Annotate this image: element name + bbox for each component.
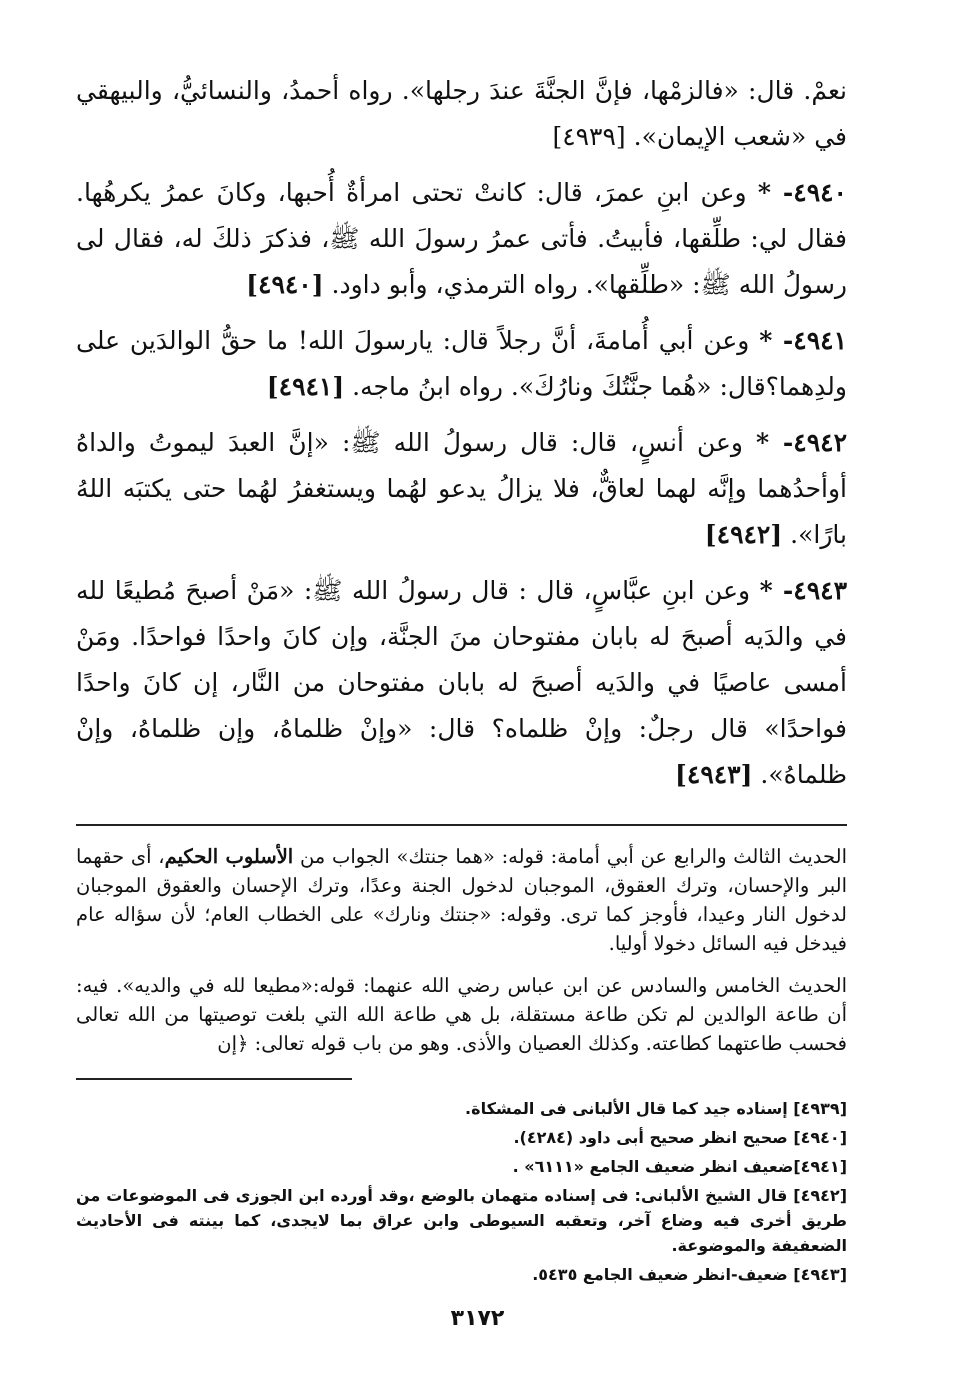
hadith-number: ٤٩٤٣- * (759, 576, 847, 605)
note-text: ، أى حقهما البر والإحسان، وترك العقوق، الموجبان لدخول الجنة وعدًا، وترك الإحسان والعقوق الموجبان لدخول النار وعيدا، فأوجز كما ترى. وقوله: «جنتك ونارك» على الخطاب العام؛ لأن سؤاله عام فيدخل فيه السائل دخولا أوليا. (76, 845, 847, 955)
footnote: [٤٩٤٣] ضعيف-انظر ضعيف الجامع ٥٤٣٥. (532, 1265, 847, 1284)
footnote-divider (76, 1078, 352, 1080)
hadith-number: ٤٩٤٢- * (756, 428, 848, 457)
note-emphasis: الأسلوب الحكيم (164, 845, 294, 868)
footnote: [٤٩٤١]ضعيف انظر ضعيف الجامع «٦١١١» . (512, 1157, 847, 1176)
hadith-body: وعن أنسٍ، قال: قال رسولُ الله ﷺ: «إنَّ العبدَ ليموتُ والداهُ أوأحدُهما وإنَّه لهما لعاقٌّ، فلا يزالُ يدعو لهُما ويستغفرُ لهُما حتى يكتبَه اللهُ بارًا». (76, 428, 847, 549)
commentary-note-1 (76, 842, 847, 958)
note-text: الحديث الثالث والرابع عن أبي أمامة: قوله: «هما جنتك» الجواب من (293, 845, 847, 868)
hadith-body: وعن أبي أُمامةَ، أنَّ رجلاً قال: يارسولَ الله! ما حقُّ الوالدَين على ولدِهما؟قال: «هُما جنَّتُكَ ونارُكَ». رواه ابنُ ماجه. (76, 326, 847, 401)
hadith-ref: [٤٩٤٣] (675, 760, 753, 789)
hadith-4939-tail (76, 68, 847, 160)
hadith-4940 (76, 170, 847, 308)
footnote: [٤٩٤٠] صحيح انظر صحيح أبى داود (٤٢٨٤). (513, 1128, 847, 1147)
hadith-4941 (76, 318, 847, 410)
footnotes (76, 1094, 847, 1289)
hadith-ref: [٤٩٤١] (266, 372, 345, 401)
page-number: ٣١٧٢ (450, 1306, 505, 1331)
hadith-ref: [٤٩٤٢] (704, 520, 783, 549)
note-text: الحديث الخامس والسادس عن ابن عباس رضي الله عنهما: قوله:«مطيعا لله في والديه». فيه: أن طاعة الوالدين لم تكن طاعة مستقلة، بل هي طاعة الله التي بلغت توصيتها من الله تعالى فحسب طاعتهما كطاعته. وكذلك العصيان والأذى. وهو من باب قوله تعالى: ﴿إن (76, 974, 847, 1055)
hadith-4943 (76, 568, 847, 798)
footnote: [٤٩٣٩] إسناده جيد كما قال الألبانى فى المشكاة. (465, 1099, 847, 1118)
hadith-4942 (76, 420, 847, 558)
hadith-number: ٤٩٤٠- * (757, 178, 847, 207)
footnote: [٤٩٤٢] قال الشيخ الألبانى: فى إسناده متهمان بالوضع ،وقد أورده ابن الجوزى فى الموضوعات من طريق أخرى فيه وضاع آخر، وتعقبه السيوطى وابن عراق بما لايجدى، كما بينته فى الأحاديث الضعفيفة والموضوعة. (76, 1186, 847, 1255)
hadith-body: وعن ابنِ عبَّاسٍ، قال : قال رسولُ الله ﷺ: «مَنْ أصبحَ مُطيعًا لله في والدَيه أصبحَ له بابان مفتوحان منَ الجنَّة، وإن كانَ واحدًا فواحدًا. ومَنْ أمسى عاصيًا في والدَيه أصبحَ له بابان مفتوحان من النَّار، إن كانَ واحدًا فواحدًا» قال رجلٌ: وإنْ ظلماه؟ قال: «وإنْ ظلماهُ، وإن ظلماهُ، وإنْ ظلماهُ». (76, 576, 847, 789)
paragraph-text: نعمْ. قال: «فالزمْها، فإنَّ الجنَّةَ عندَ رجلها». رواه أحمدُ، والنسائيُّ، والبيهقي في «شعب الإيمان». [٤٩٣٩] (76, 76, 847, 151)
commentary (76, 842, 847, 1058)
commentary-note-2 (76, 971, 847, 1058)
hadith-number: ٤٩٤١- * (759, 326, 847, 355)
hadith-body: وعن ابنِ عمرَ، قال: كانتْ تحتى امرأةٌ أُحبها، وكانَ عمرُ يكرهُها. فقال لي: طلِّقها، فأبيتُ. فأتى عمرُ رسولَ الله ﷺ، فذكرَ ذلكَ له، فقال لى رسولُ الله ﷺ: «طلِّقها». رواه الترمذي، وأبو داود. (76, 178, 847, 299)
hadith-ref: [٤٩٤٠] (246, 270, 324, 299)
hadith-text (76, 68, 847, 798)
main-divider (76, 824, 847, 826)
